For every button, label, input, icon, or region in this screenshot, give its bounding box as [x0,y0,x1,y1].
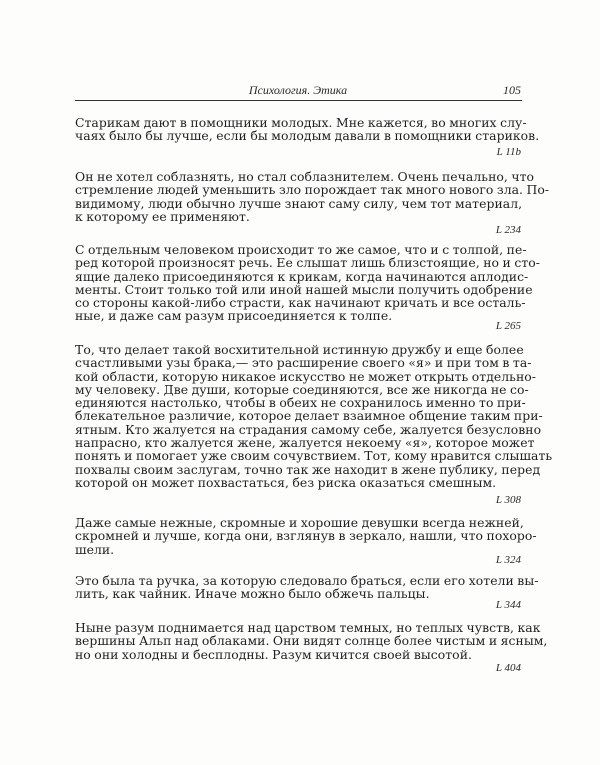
source-reference: L 11b [496,146,521,158]
header-rule [75,100,522,101]
source-reference: L 234 [495,224,521,236]
paragraph [75,342,553,490]
text-line: Старикам дают в помощники молодых. Мне кажется, во многих слу- [75,115,527,130]
text-line: менты. Стоит только той или иной нашей мысли получить одобрение [75,281,533,297]
text-line: му человеку. Две души, которые соединяются, все же никогда не со- [75,381,529,397]
source-reference: L 308 [495,494,521,506]
paragraph [75,242,540,324]
paragraph [75,620,548,662]
text-line: То, что делает такой восхитительной истинную дружбу и еще более [75,342,524,357]
text-line: ные, и даже сам разум присоединяется к толпе. [75,308,393,324]
text-line: блекательное различие, которое делает взаимное общение таким при- [75,408,543,424]
source-reference: L 344 [495,599,521,611]
text-line: напрасно, кто жалуется жене, жалуется некоему «я», которое может [75,435,535,451]
text-line: скромней и лучше, когда они, взглянув в зеркало, нашли, что похоро- [75,528,537,544]
text-line: понять и помогает уже своим сочувствием. Тот, кому нравится слышать [75,448,553,464]
text-line: ящие далеко присоединяются к крикам, когда начинаются аплодис- [75,268,529,284]
paragraph [75,573,539,602]
page-number: 105 [503,83,521,97]
source-reference: L 404 [495,662,521,674]
source-reference: L 265 [495,320,521,332]
text-line: Он не хотел соблазнять, но стал соблазнителем. Очень печально, что [75,169,535,184]
text-line: Это была та ручка, за которую следовало браться, если его хотели вы- [75,573,539,588]
text-line: кой области, которую никакое искусство не может открыть отдельно- [75,368,537,384]
text-line: но они холодны и бесплодны. Разум кичится своей высотой. [75,646,472,662]
text-line: шели. [75,541,115,557]
paragraph [75,515,537,557]
text-line: стремление людей уменьшить зло порождает так много нового зла. По- [75,182,550,198]
text-line: Ныне разум поднимается над царством темных, но теплых чувств, как [75,620,541,635]
running-title: Психология. Этика [248,83,348,97]
text-line: вершины Альп над облаками. Они видят солнце более чистым и ясным, [75,633,548,649]
text-line: которой он может похвастаться, без риска оказаться смешным. [75,474,497,490]
paragraph [75,169,550,224]
text-line: счастливыми узы брака,— это расширение своего «я» и при том в та- [75,355,532,371]
text-line: похвалы своим заслугам, точно так же находит в жене публику, перед [75,461,541,477]
text-line: С отдельным человеком происходит то же самое, что и с толпой, пе- [75,242,527,257]
paragraph [75,115,540,144]
text-line: ятным. Кто жалуется на страдания самому себе, жалуется безусловно [75,421,542,437]
text-line: лить, как чайник. Иначе можно было обжечь пальцы. [75,586,430,602]
text-line: к которому ее применяют. [75,208,250,224]
text-line: ред которой произносят речь. Ее слышат лишь близстоящие, но и сто- [75,255,540,271]
text-line: чаях было бы лучше, если бы молодым давали в помощники стариков. [75,128,540,144]
text-line: со стороны какой-либо страсти, как начинают кричать и все осталь- [75,295,526,311]
text-line: Даже самые нежные, скромные и хорошие девушки всегда нежней, [75,515,524,530]
text-line: единяются настолько, чтобы в обеих не сохранилось именно то при- [75,395,526,411]
text-line: видимому, люди обычно лучше знают саму силу, чем тот материал, [75,195,523,211]
source-reference: L 324 [495,554,521,566]
